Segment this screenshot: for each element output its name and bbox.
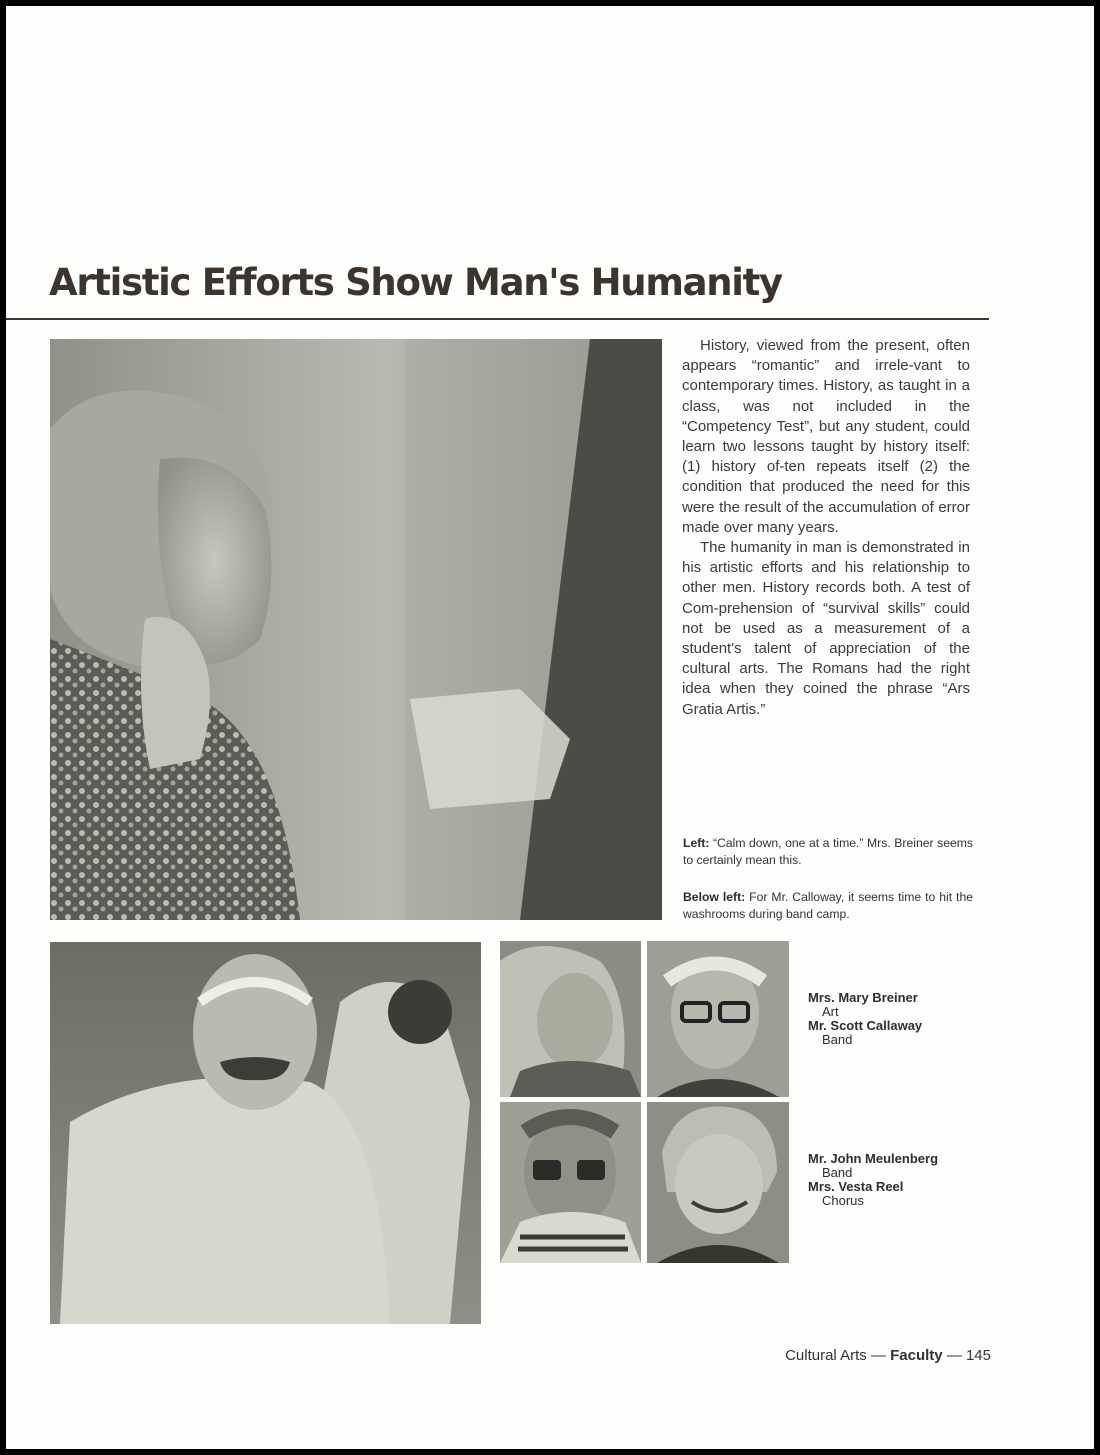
article-paragraph-1: History, viewed from the present, often appears “romantic” and irrele-vant to contemporary times. History, as taught in a class, was not included in the “Competency Test”, but any student, could learn two lessons taught by history itself: (1) history of-ten repeats itself (2) the condition that produced the need for this were the result of the accumulation of error made over many years. xyxy=(682,337,970,536)
article-paragraph-2: The humanity in man is demonstrated in his artistic efforts and his relationship to other men. History records both. A test of Com-prehension of “survival skills” could not be used as a measurement of a student's talent of appreciation of the cultural arts. The Romans had the right idea when they coined the phrase “Ars Gratia Artis.” xyxy=(682,539,970,718)
portrait-mary-breiner xyxy=(500,941,641,1097)
faculty-role: Band xyxy=(822,1165,853,1180)
faculty-role: Band xyxy=(822,1032,853,1047)
footer-section: Cultural Arts — xyxy=(785,1347,886,1364)
caption-left-label: Left: xyxy=(683,836,710,850)
caption-below-left xyxy=(683,889,973,922)
faculty-names-bottom xyxy=(808,1152,938,1208)
photo-calloway-band-camp xyxy=(50,942,481,1324)
caption-below-left-text: For Mr. Calloway, it seems time to hit the washrooms during band camp. xyxy=(683,890,973,921)
portrait-vesta-reel xyxy=(647,1102,789,1263)
faculty-name: Mr. John Meulenberg xyxy=(808,1151,939,1166)
faculty-name: Mr. Scott Callaway xyxy=(808,1018,923,1033)
page-footer xyxy=(785,1347,991,1364)
article-body xyxy=(682,336,970,720)
faculty-name: Mrs. Mary Breiner xyxy=(808,990,918,1005)
title-rule xyxy=(6,318,989,320)
portrait-scott-callaway xyxy=(647,941,789,1097)
portrait-john-meulenberg xyxy=(500,1102,641,1263)
page-title: Artistic Efforts Show Man's Humanity xyxy=(49,261,782,304)
caption-left-text: “Calm down, one at a time.” Mrs. Breiner seems to certainly mean this. xyxy=(683,836,974,867)
faculty-role: Art xyxy=(822,1004,839,1019)
faculty-name: Mrs. Vesta Reel xyxy=(808,1179,904,1194)
faculty-names-top xyxy=(808,991,922,1047)
photo-breiner-classroom xyxy=(50,339,662,920)
caption-below-left-label: Below left: xyxy=(683,890,746,904)
page-number: — 145 xyxy=(946,1347,991,1364)
footer-bold: Faculty xyxy=(890,1347,943,1364)
yearbook-page xyxy=(6,6,1094,1449)
caption-left xyxy=(683,835,973,868)
faculty-role: Chorus xyxy=(822,1193,864,1208)
